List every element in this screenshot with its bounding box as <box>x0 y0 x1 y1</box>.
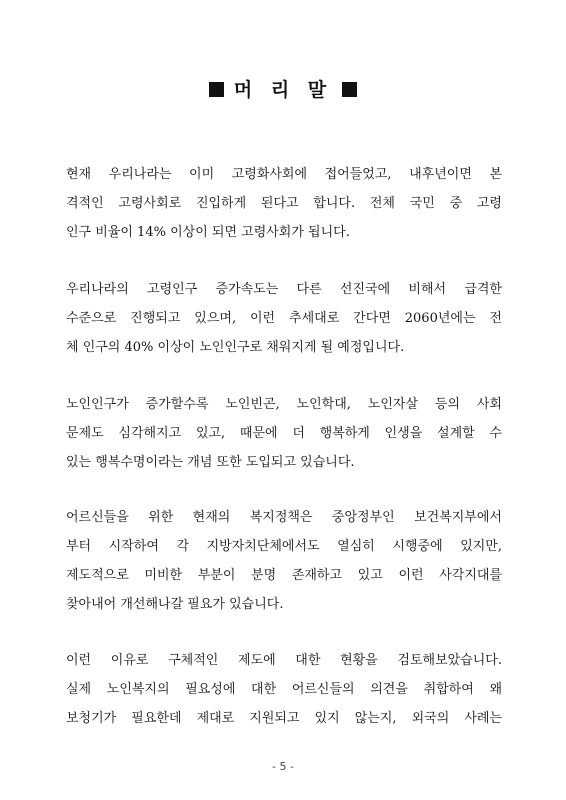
paragraph-line: 보청기가 필요한데 제대로 지원되고 있지 않는지, 외국의 사례는 <box>66 711 502 726</box>
black-square-icon <box>342 82 357 97</box>
paragraph-line: 우리나라의 고령인구 증가속도는 다른 선진국에 비해서 급격한 <box>66 282 502 297</box>
paragraph-3 <box>66 390 502 477</box>
paragraph-line: 있는 행복수명이라는 개념 또한 도입되고 있습니다. <box>66 455 355 470</box>
paragraph-line: 문제도 심각해지고 있고, 때문에 더 행복하게 인생을 설계할 수 <box>66 426 502 441</box>
paragraph-line: 노인인구가 증가할수록 노인빈곤, 노인학대, 노인자살 등의 사회 <box>66 397 502 412</box>
paragraph-line: 어르신들을 위한 현재의 복지정책은 중앙정부인 보건복지부에서 <box>66 510 502 525</box>
page-number: - 5 - <box>272 760 294 773</box>
paragraph-5 <box>66 646 502 733</box>
paragraph-line: 이런 이유로 구체적인 제도에 대한 현황을 검토해보았습니다. <box>66 653 502 668</box>
paragraph-line: 부터 시작하여 각 지방자치단체에서도 열심히 시행중에 있지만, <box>66 539 502 554</box>
paragraph-line: 체 인구의 40% 이상이 노인인구로 채워지게 될 예정입니다. <box>66 340 405 355</box>
paragraph-line: 격적인 고령사회로 진입하게 된다고 합니다. 전체 국민 중 고령 <box>66 196 502 211</box>
paragraph-line: 현재 우리나라는 이미 고령화사회에 접어들었고, 내후년이면 본 <box>66 167 502 182</box>
paragraph-line: 인구 비율이 14% 이상이 되면 고령사회가 됩니다. <box>66 225 350 240</box>
paragraph-line: 수준으로 진행되고 있으며, 이런 추세대로 간다면 2060년에는 전 <box>66 311 502 326</box>
paragraph-line: 실제 노인복지의 필요성에 대한 어르신들의 의견을 취합하여 왜 <box>66 682 502 697</box>
black-square-icon <box>209 82 224 97</box>
paragraph-1 <box>66 160 502 247</box>
paragraph-line: 제도적으로 미비한 부분이 분명 존재하고 있고 이런 사각지대를 <box>66 568 502 583</box>
paragraph-2 <box>66 275 502 362</box>
paragraph-4 <box>66 503 502 619</box>
title-text: 머 리 말 <box>233 79 333 101</box>
paragraph-line: 찾아내어 개선해나갈 필요가 있습니다. <box>66 597 284 612</box>
page-title <box>0 78 566 102</box>
